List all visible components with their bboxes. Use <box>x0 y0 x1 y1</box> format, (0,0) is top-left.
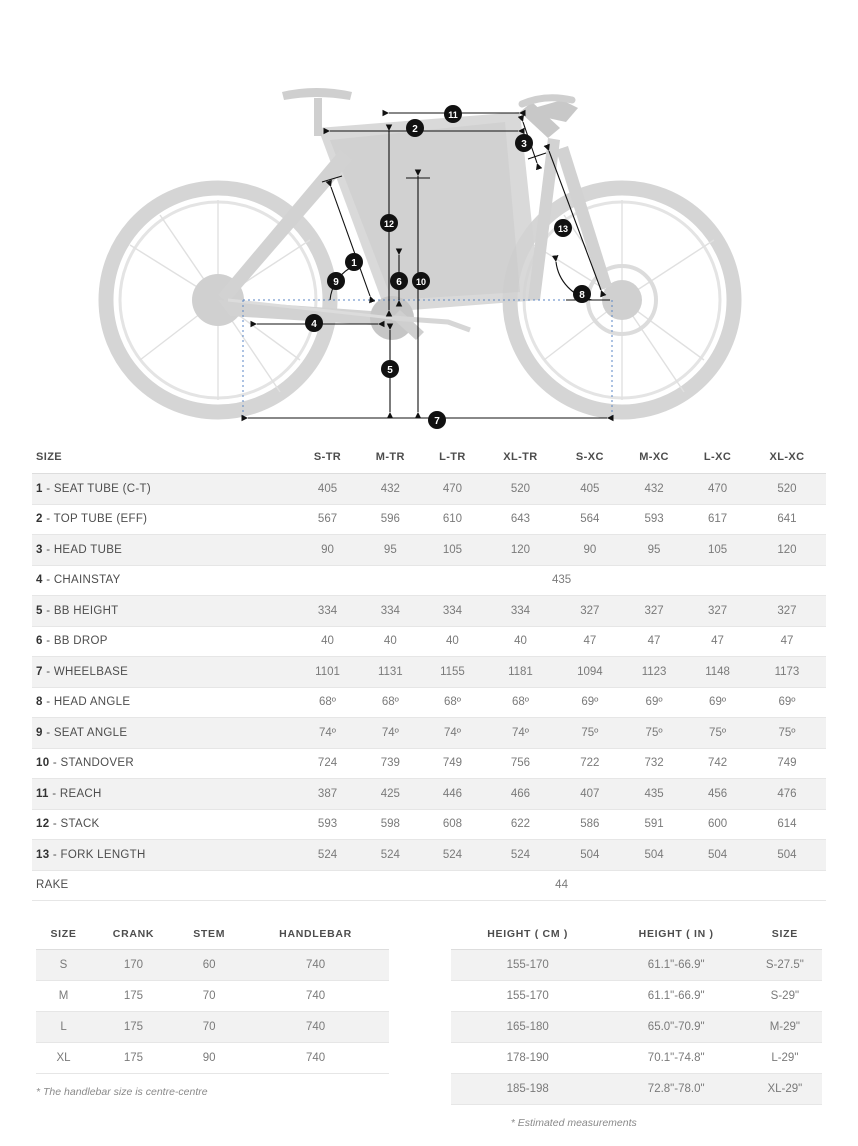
sizing-cell: 155-170 <box>451 981 605 1012</box>
geometry-cell: 327 <box>748 596 826 627</box>
geometry-table <box>32 440 826 901</box>
geometry-cell: 69º <box>621 687 687 718</box>
sizing-header-2: SIZE <box>748 927 822 950</box>
geometry-cell: 456 <box>687 779 748 810</box>
geometry-cell: 69º <box>748 687 826 718</box>
geometry-cell: 74º <box>423 718 482 749</box>
components-cell: S <box>36 950 91 981</box>
geometry-cell: 334 <box>423 596 482 627</box>
geometry-cell: 47 <box>621 626 687 657</box>
geometry-cell: 75º <box>559 718 621 749</box>
sizing-header-1: HEIGHT ( IN ) <box>605 927 748 950</box>
geometry-cell: 68º <box>482 687 559 718</box>
geometry-row-label: 1 - SEAT TUBE (C-T) <box>32 474 297 505</box>
geometry-cell: 1173 <box>748 657 826 688</box>
components-cell: 175 <box>91 1012 176 1043</box>
geometry-cell: 504 <box>748 840 826 871</box>
geometry-cell: 739 <box>358 748 423 779</box>
sizing-header-0: HEIGHT ( CM ) <box>451 927 605 950</box>
geometry-cell: 476 <box>748 779 826 810</box>
geometry-cell: 504 <box>621 840 687 871</box>
svg-text:6: 6 <box>396 277 402 288</box>
geometry-cell: 617 <box>687 504 748 535</box>
components-cell: L <box>36 1012 91 1043</box>
geometry-row-label: RAKE <box>32 870 297 901</box>
geometry-cell: 593 <box>621 504 687 535</box>
geometry-cell: 749 <box>423 748 482 779</box>
sizing-cell: 61.1"-66.9" <box>605 981 748 1012</box>
geometry-header-col-7: XL-XC <box>748 440 826 474</box>
geometry-row-label: 8 - HEAD ANGLE <box>32 687 297 718</box>
table-row <box>32 657 826 688</box>
geometry-cell: 327 <box>687 596 748 627</box>
geometry-row-label: 6 - BB DROP <box>32 626 297 657</box>
table-row <box>32 840 826 871</box>
components-header-3: HANDLEBAR <box>242 927 388 950</box>
sizing-cell: 70.1"-74.8" <box>605 1043 748 1074</box>
svg-text:3: 3 <box>521 139 527 150</box>
estimated-note: * Estimated measurements <box>510 1117 637 1129</box>
geometry-cell: 334 <box>482 596 559 627</box>
geometry-cell: 432 <box>621 474 687 505</box>
geometry-cell: 69º <box>687 687 748 718</box>
geometry-cell: 407 <box>559 779 621 810</box>
components-cell: M <box>36 981 91 1012</box>
geometry-cell: 40 <box>358 626 423 657</box>
sizing-header-row <box>451 927 822 950</box>
geometry-cell: 40 <box>423 626 482 657</box>
geometry-cell: 405 <box>297 474 358 505</box>
table-row <box>32 687 826 718</box>
geometry-header-col-0: S-TR <box>297 440 358 474</box>
geometry-cell: 425 <box>358 779 423 810</box>
geometry-cell: 1155 <box>423 657 482 688</box>
table-row <box>32 779 826 810</box>
table-row <box>451 1012 822 1043</box>
sizing-cell: 165-180 <box>451 1012 605 1043</box>
geometry-cell: 610 <box>423 504 482 535</box>
components-cell: 70 <box>176 981 242 1012</box>
geometry-cell: 47 <box>559 626 621 657</box>
geometry-cell: 446 <box>423 779 482 810</box>
svg-text:8: 8 <box>579 290 585 301</box>
table-row <box>32 474 826 505</box>
svg-text:11: 11 <box>448 110 458 120</box>
sizing-cell: S-29" <box>748 981 822 1012</box>
svg-text:2: 2 <box>412 124 418 135</box>
geometry-row-label: 7 - WHEELBASE <box>32 657 297 688</box>
geometry-cell: 622 <box>482 809 559 840</box>
table-row <box>36 1043 389 1074</box>
components-cell: 170 <box>91 950 176 981</box>
geometry-row-label: 5 - BB HEIGHT <box>32 596 297 627</box>
sizing-cell: 178-190 <box>451 1043 605 1074</box>
geometry-cell: 591 <box>621 809 687 840</box>
svg-text:4: 4 <box>311 319 317 330</box>
geometry-header-col-3: XL-TR <box>482 440 559 474</box>
geometry-cell-span: 435 <box>297 565 826 596</box>
geometry-cell: 327 <box>621 596 687 627</box>
geometry-cell: 524 <box>423 840 482 871</box>
components-cell: 740 <box>242 1043 388 1074</box>
geometry-cell: 524 <box>297 840 358 871</box>
svg-text:13: 13 <box>557 224 569 234</box>
geometry-cell: 598 <box>358 809 423 840</box>
table-row <box>451 981 822 1012</box>
geometry-header-col-2: L-TR <box>423 440 482 474</box>
geometry-row-label: 9 - SEAT ANGLE <box>32 718 297 749</box>
geometry-cell: 75º <box>748 718 826 749</box>
geometry-cell: 596 <box>358 504 423 535</box>
geometry-cell: 40 <box>297 626 358 657</box>
geometry-cell: 40 <box>482 626 559 657</box>
sizing-cell: 61.1"-66.9" <box>605 950 748 981</box>
geometry-cell: 432 <box>358 474 423 505</box>
geometry-cell: 520 <box>748 474 826 505</box>
geometry-row-label: 11 - REACH <box>32 779 297 810</box>
table-row <box>32 748 826 779</box>
svg-text:12: 12 <box>383 219 395 229</box>
table-row <box>32 870 826 901</box>
geometry-cell: 120 <box>748 535 826 566</box>
geometry-cell: 732 <box>621 748 687 779</box>
table-row <box>36 950 389 981</box>
geometry-cell: 1148 <box>687 657 748 688</box>
geometry-row-label: 12 - STACK <box>32 809 297 840</box>
geometry-cell: 643 <box>482 504 559 535</box>
geometry-row-label: 13 - FORK LENGTH <box>32 840 297 871</box>
geometry-row-label: 4 - CHAINSTAY <box>32 565 297 596</box>
geometry-cell: 74º <box>297 718 358 749</box>
table-row <box>32 535 826 566</box>
components-cell: 740 <box>242 1012 388 1043</box>
geometry-cell: 95 <box>358 535 423 566</box>
table-row <box>32 718 826 749</box>
components-header-1: CRANK <box>91 927 176 950</box>
geometry-table-header-row <box>32 440 826 474</box>
components-header-0: SIZE <box>36 927 91 950</box>
geometry-cell: 567 <box>297 504 358 535</box>
geometry-cell: 47 <box>748 626 826 657</box>
table-row <box>451 1043 822 1074</box>
handlebar-note: * The handlebar size is centre-centre <box>36 1086 208 1098</box>
sizing-cell: L-29" <box>748 1043 822 1074</box>
geometry-cell: 504 <box>687 840 748 871</box>
geometry-cell: 120 <box>482 535 559 566</box>
svg-text:10: 10 <box>415 277 427 287</box>
geometry-cell: 405 <box>559 474 621 505</box>
svg-text:5: 5 <box>387 365 393 376</box>
geometry-cell: 95 <box>621 535 687 566</box>
geometry-cell: 520 <box>482 474 559 505</box>
geometry-cell: 435 <box>621 779 687 810</box>
geometry-cell: 593 <box>297 809 358 840</box>
components-cell: 60 <box>176 950 242 981</box>
components-cell: 70 <box>176 1012 242 1043</box>
sizing-cell: XL-29" <box>748 1074 822 1105</box>
table-row <box>32 565 826 596</box>
svg-text:9: 9 <box>333 277 339 288</box>
geometry-cell: 90 <box>559 535 621 566</box>
geometry-cell: 1101 <box>297 657 358 688</box>
geometry-cell: 105 <box>423 535 482 566</box>
table-row <box>32 809 826 840</box>
geometry-cell: 47 <box>687 626 748 657</box>
svg-text:1: 1 <box>351 258 357 269</box>
geometry-cell: 524 <box>482 840 559 871</box>
geometry-cell: 334 <box>358 596 423 627</box>
geometry-cell: 75º <box>621 718 687 749</box>
bike-silhouette <box>106 88 734 412</box>
geometry-header-col-6: L-XC <box>687 440 748 474</box>
geometry-cell: 1094 <box>559 657 621 688</box>
geometry-cell: 504 <box>559 840 621 871</box>
bike-geometry-diagram <box>0 0 858 440</box>
geometry-cell: 564 <box>559 504 621 535</box>
geometry-cell: 387 <box>297 779 358 810</box>
components-cell: 175 <box>91 1043 176 1074</box>
components-cell: 740 <box>242 950 388 981</box>
geometry-cell: 68º <box>297 687 358 718</box>
geometry-cell: 742 <box>687 748 748 779</box>
geometry-header-col-5: M-XC <box>621 440 687 474</box>
geometry-row-label: 2 - TOP TUBE (EFF) <box>32 504 297 535</box>
sizing-cell: 185-198 <box>451 1074 605 1105</box>
table-row <box>36 1012 389 1043</box>
sizing-cell: S-27.5" <box>748 950 822 981</box>
geometry-cell: 756 <box>482 748 559 779</box>
geometry-row-label: 10 - STANDOVER <box>32 748 297 779</box>
geometry-cell: 68º <box>358 687 423 718</box>
table-row <box>32 596 826 627</box>
geometry-header-size: SIZE <box>32 440 297 474</box>
geometry-cell: 69º <box>559 687 621 718</box>
geometry-cell: 641 <box>748 504 826 535</box>
geometry-cell: 74º <box>358 718 423 749</box>
geometry-row-label: 3 - HEAD TUBE <box>32 535 297 566</box>
geometry-cell: 334 <box>297 596 358 627</box>
geometry-cell: 75º <box>687 718 748 749</box>
sizing-cell: 72.8"-78.0" <box>605 1074 748 1105</box>
geometry-cell: 749 <box>748 748 826 779</box>
geometry-cell: 74º <box>482 718 559 749</box>
geometry-cell: 724 <box>297 748 358 779</box>
geometry-cell: 105 <box>687 535 748 566</box>
geometry-header-col-1: M-TR <box>358 440 423 474</box>
components-header-2: STEM <box>176 927 242 950</box>
components-header-row <box>36 927 389 950</box>
components-table <box>36 927 389 1074</box>
table-row <box>32 504 826 535</box>
geometry-cell: 1123 <box>621 657 687 688</box>
geometry-cell: 68º <box>423 687 482 718</box>
geometry-cell: 614 <box>748 809 826 840</box>
geometry-cell: 327 <box>559 596 621 627</box>
sizing-cell: 155-170 <box>451 950 605 981</box>
geometry-cell: 608 <box>423 809 482 840</box>
svg-text:7: 7 <box>434 416 440 427</box>
geometry-header-col-4: S-XC <box>559 440 621 474</box>
components-cell: 90 <box>176 1043 242 1074</box>
geometry-cell: 470 <box>423 474 482 505</box>
table-row <box>451 1074 822 1105</box>
table-row <box>451 950 822 981</box>
geometry-cell: 466 <box>482 779 559 810</box>
geometry-cell: 586 <box>559 809 621 840</box>
geometry-cell: 1181 <box>482 657 559 688</box>
sizing-table <box>451 927 822 1105</box>
components-cell: 175 <box>91 981 176 1012</box>
table-row <box>32 626 826 657</box>
geometry-cell: 600 <box>687 809 748 840</box>
sizing-cell: M-29" <box>748 1012 822 1043</box>
components-cell: 740 <box>242 981 388 1012</box>
geometry-cell: 722 <box>559 748 621 779</box>
table-row <box>36 981 389 1012</box>
geometry-cell-span: 44 <box>297 870 826 901</box>
geometry-cell: 1131 <box>358 657 423 688</box>
components-cell: XL <box>36 1043 91 1074</box>
geometry-cell: 524 <box>358 840 423 871</box>
sizing-cell: 65.0"-70.9" <box>605 1012 748 1043</box>
geometry-cell: 470 <box>687 474 748 505</box>
geometry-cell: 90 <box>297 535 358 566</box>
